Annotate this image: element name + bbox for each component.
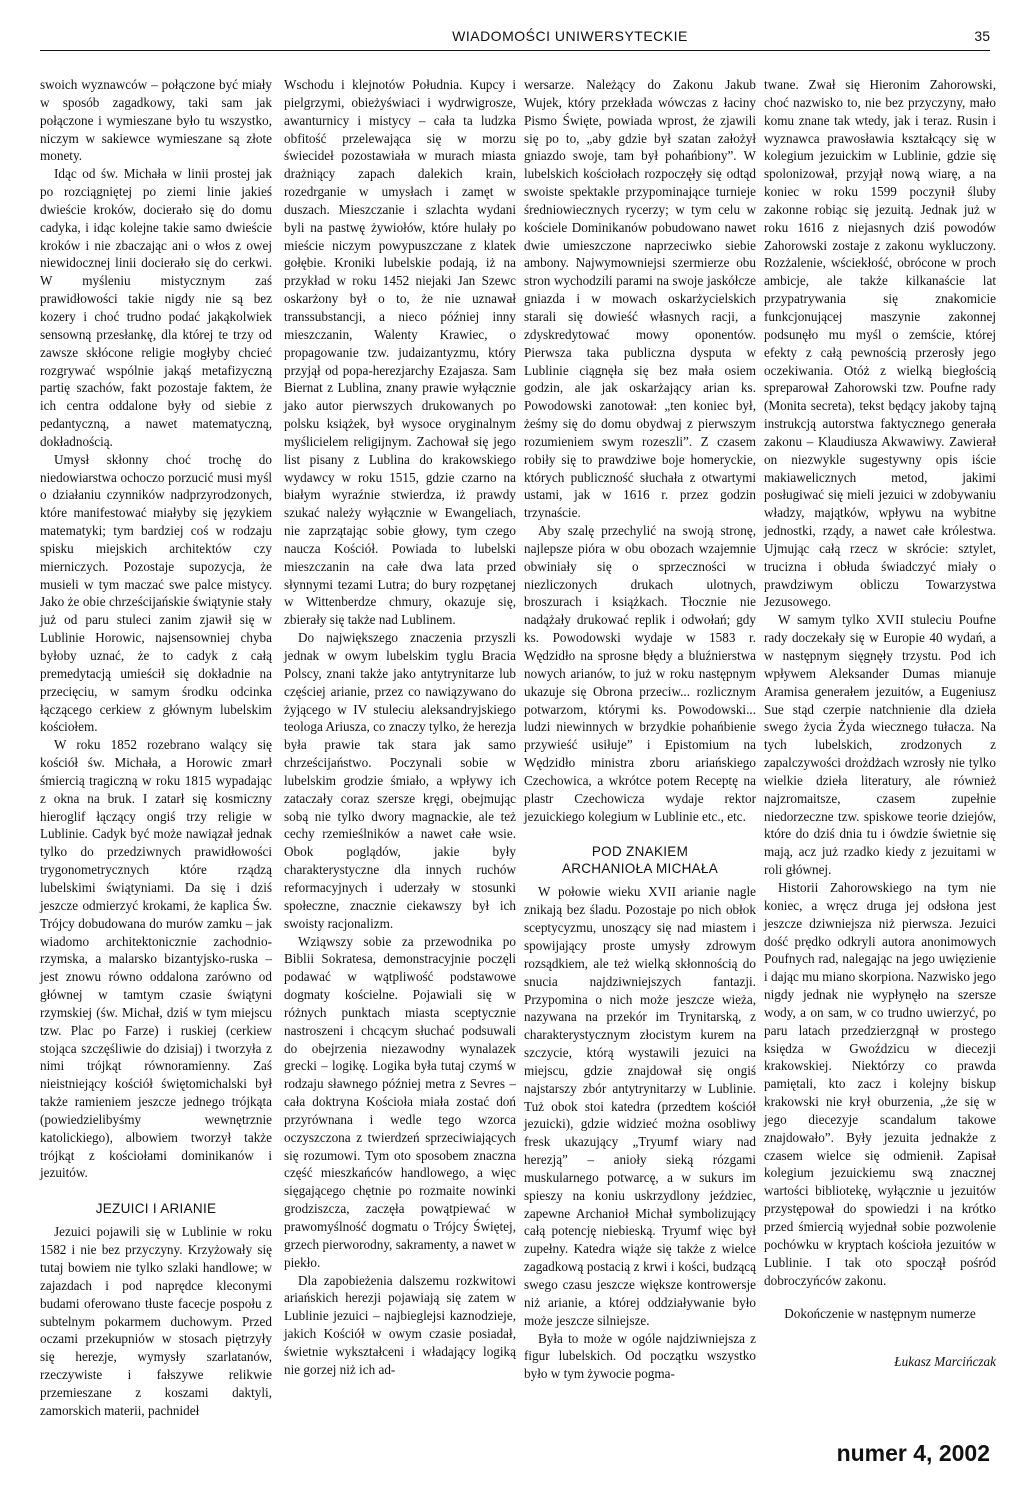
paragraph: Wziąwszy sobie za przewodnika po Biblii Sokratesa, demonstracyjnie poczęli podawać w wątpliwość podstawowe dogmaty kościelne. Pojawiali się w różnych punktach miasta sceptycznie nastroszeni i chcącym słuchać podsuwali do obejrzenia niezawodny wynalazek grecki – logikę. Logika była tutaj czymś w rodzaju sławnego później metra z Sevres – cała doktryna Kościoła miała zostać doń przyrównana i wedle tego wzorca oczyszczona z twierdzeń sprzeciwiających się rozumowi. Tym oto sposobem znaczna część mieszkańców handlowego, a więc sięgającego chętnie po rozmaite nowinki grodziszcza, zaczęła powątpiewać w prawomyślność dogmatu o Trójcy Świętej, grzech pierworodny, sakramenty, a nawet w piekło. (284, 933, 516, 1270)
paragraph: Dla zapobieżenia dalszemu rozkwitowi ariańskich herezji pojawiają się zatem w Lublinie jezuici – najbieglejsi kaznodzieje, jakich Kościół w owym czasie posiadał, świetnie wykształceni i władający logiką nie gorzej niż ich ad- (284, 1272, 516, 1377)
column-4 (764, 76, 996, 1406)
section-heading-line-1: POD ZNAKIEM (591, 844, 689, 860)
paragraph: swoich wyznawców – połączone być miały w sposób zagadkowy, taki sam jak połączone i wymieszane było tu wszystko, niczym w sakiewce wymieszane są złote monety. (40, 77, 272, 164)
paragraph: wersarze. Należący do Zakonu Jakub Wujek, który przekłada wówczas z łaciny Pismo Święte, powiada wprost, że zjawili się po to, „aby gdzie był szatan założył gniazdo swoje, tam był pohańbiony”. W lubelskich kościołach rozpoczęły się odtąd swoiste spektakle przypominające turnieje średniowiecznych rycerzy; w tym celu w kościele Dominikanów pobudowano nawet dwie umieszczone naprzeciwko siebie ambony. Najwymowniejsi szermierze obu stron wychodzili parami na swoje jaskółcze gniazda i w mowach oskarżycielskich starali się dowieść własnych racji, a zdyskredytować mowy oponentów. Pierwsza taka publiczna dysputa w Lublinie ciągnęła się bez mała osiem godzin, ale jak oskarżający arian ks. Powodowski zanotował: „ten koniec był, żeśmy się do domu obydwaj z pierwszym rozumieniem swym rozeszli”. Z czasem robiły się to prawdziwe boje homeryckie, których publiczność słuchała z otwartymi ustami, jak w 1616 r. przez godzin trzynaście. (524, 77, 756, 521)
paragraph: twane. Zwał się Hieronim Zahorowski, choć nazwisko to, nie bez przyczyny, mało komu znane tak wtedy, jak i teraz. Rusin i wyznawca prawosławia kształcący się w kolegium jezuickim w Lublinie, gdzie się spolonizował, przyjął nową wiarę, a na koniec w roku 1599 poczynił śluby zakonne robiąc się jezuitą. Jednak już w roku 1616 z niejasnych dziś powodów Zahorowski zostaje z zakonu wykluczony. Rozżalenie, wściekłość, obrócone w proch ambicje, ale także kilkanaście lat przypatrywania się znakomicie funkcjonującej maszynie zakonnej podsunęło mu myśl o zemście, której efekty z całą pewnością przerosły jego oczekiwania. Otóż z wielką biegłością spreparował Zahorowski tzw. Poufne rady (Monita secreta), tekst będący jakoby tajną instrukcją autorstwa faktycznego generała zakonu – Klaudiusza Akwawiwy. Zawierał on niezwykle sugestywny opis iście makiawelicznych metod, jakimi posługiwać się mieli jezuici w zdobywaniu władzy, majątków, wpływu na wybitne jednostki, rządy, a nawet całe królestwa. Ujmując całą rzecz w skrócie: sztylet, trucizna i obłuda świadczyć miały o prawdziwym obliczu Towarzystwa Jezusowego. (764, 77, 996, 610)
page-number: 35 (974, 28, 990, 44)
section-heading (524, 843, 756, 877)
issue-number: numer 4, 2002 (836, 1440, 990, 1466)
continuation-note: Dokończenie w następnym numerze (784, 1306, 976, 1322)
paragraph: Wschodu i klejnotów Południa. Kupcy i pielgrzymi, obieżyświaci i wydrwigrosze, awanturnicy i mistycy – cała ta ludzka obfitość przelewająca się w morzu świecideł pozostawiała w murach miasta drażniący zapach dalekich krain, rozedrganie w umysłach i zamęt w duszach. Mieszczanie i szlachta wydani byli na pastwę żywiołów, które hulały po mieście niczym powypuszczane z klatek gołębie. Kroniki lubelskie podają, iż na przykład w roku 1452 niejaki Jan Szewc oskarżony był o to, że nie uznawał transsubstancji, a nieco później inny mieszczanin, Walenty Krawiec, o propagowanie tzw. judaizantyzmu, który przyjął od popa-herezjarchy Ezajasza. Sam Biernat z Lublina, znany prawie wyłącznie jako autor pierwszych drukowanych po polsku książek, był wysoce oryginalnym myślicielem religijnym. Zachował się jego list pisany z Lublina do krakowskiego wydawcy w roku 1515, gdzie czarno na białym wyraźnie stwierdza, iż prawdy szukać należy wyłącznie w Ewangeliach, nie zaprzątając sobie głowy, tym czego naucza Kościół. Powiada to lubelski mieszczanin na całe dwa lata przed słynnymi tezami Lutra; do bury rozpętanej w Wittenberdze chmury, okazuje się, zbierały się także nad Lublinem. (284, 77, 516, 628)
paragraph: Idąc od św. Michała w linii prostej jak po rozciągniętej po ziemi linie jakieś dwieście kroków, docierało się do domu cadyka, i idąc kolejne takie samo dwieście kroków i nie zbaczając ani o włos z owej niewidocznej linii docierało się do cerkwi. W myśleniu mistycznym zaś prawidłowości takie nigdy nie są bez kozery i choć trudno podać jakąkolwiek sensowną przesłankę, dla której te trzy od zawsze skłócone religie mogłyby chcieć rozgrywać wspólnie jakąś metafizyczną partię szachów, fakt pozostaje faktem, że ich centra oddalone były od siebie z pedantyczną, a nawet matematyczną, dokładnością. (40, 166, 272, 449)
paragraph: Była to może w ogóle najdziwniejsza z figur lubelskich. Od początku wszystko było w tym żywocie pogma- (524, 1330, 756, 1382)
paragraph: W roku 1852 rozebrano walący się kościół św. Michała, a Horowic zmarł śmiercią tragiczną w roku 1815 wypadając z okna na bruk. I zatarł się kosmiczny hieroglif łączący ongiś trzy religie w Lublinie. Cadyk być może nawiązał jednak tylko do przedziwnych prawidłowości trygonometrycznych które rządzą lubelskimi świątyniami. Da się i dziś jeszcze odmierzyć krokami, że kaplica Św. Trójcy dobudowana do murów zamku – jak wiadomo architektonicznie zachodnio-rzymska, a malarsko bizantyjsko-ruska – jest znowu równo oddalona zarówno od głównej w tamtym czasie świątyni rzymskiej (św. Michał, dziś w tym miejscu tzw. Plac po Farze) i ruskiej (cerkiew stojąca szczęśliwie do dzisiaj) i tworzyła z nimi trójkąt równoramienny. Zaś nieistniejący kościół świętomichalski był także ramieniem jeszcze jednego trójkąta (powiedzielibyśmy wewnętrznie katolickiego), albowiem tworzył także trójkąt z kościołami dominikanów i jezuitów. (40, 737, 272, 1181)
paragraph: Jezuici pojawili się w Lublinie w roku 1582 i nie bez przyczyny. Krzyżowały się tutaj bowiem nie tylko szlaki handlowe; w zajazdach i pod naprędce kleconymi budami oferowano tłuste facecje pospołu z subtelnym pokarmem duchowym. Przed oczami przekupniów w stosach piętrzyły się herezje, wymysły szarlatanów, rzeczywiste i fałszywe relikwie przemieszane z koszami daktyli, zamorskich materii, pachnideł (40, 1224, 272, 1418)
paragraph: Historii Zahorowskiego na tym nie koniec, a wręcz druga jej odsłona jest jeszcze dziwniejsza niż pierwsza. Jezuici dość prędko odkryli autora anonimowych Poufnych rad, nalegając na jego uwięzienie i dając mu miano skorpiona. Nazwisko jego nigdy jednak nie wypłynęło na szersze wody, a on sam, w co trudno uwierzyć, po paru latach przedzierzgnął w prostego księdza w Gwoździcu w diecezji krakowskiej. Niektórzy co prawda pamiętali, kto zacz i kolejny biskup krakowski nie krył oburzenia, „że się w jego diecezyje scandalum takowe znajdowało”. Były jezuita jednakże z czasem wielce się odmienił. Zapisał kolegium jezuickiemu swą znacznej wartości bibliotekę, wyłącznie u jezuitów przystępował do spowiedzi i na krótko przed śmiercią wyjednał sobie pozwolenie pochówku w kryptach kościoła jezuitów w Lublinie. I tak oto spoczął pośród dobroczyńców zakonu. (764, 879, 996, 1288)
header-rule (40, 50, 990, 51)
paragraph: Do największego znaczenia przyszli jednak w owym lubelskim tyglu Bracia Polscy, znani także jako antytrynitarze lub częściej arianie, przez co nawiązywano do żyjącego w IV stuleciu aleksandryjskiego teologa Ariusza, co znaczy tylko, że herezja była prawie tak stara jak samo chrześcijaństwo. Poczynali sobie w lubelskim grodzie śmiało, a wpływy ich zataczały coraz szersze kręgi, obejmując sobą nie tylko dwory magnackie, ale też cechy rzemieślników a nawet całe wsie. Obok poglądów, jakie były charakterystyczne dla innych ruchów reformacyjnych i uderzały w stosunki społeczne, znacznie ciekawszy był ich swoisty racjonalizm. (284, 630, 516, 931)
author-signature: Łukasz Marcińczak (894, 1354, 996, 1370)
column-1 (40, 76, 272, 1418)
column-3 (524, 76, 756, 1406)
paragraph: W połowie wieku XVII arianie nagle znikają bez śladu. Pozostaje po nich obłok sceptycyzmu, unoszący się nad miastem i spowijający proste umysły zdrowym rozsądkiem, ale też wielką skłonnością do snucia najdziwniejszych fantazji. Przypomina o nich może jeszcze wieża, nazywana na przekór im Trynitarską, z charakterystycznym złocistym kurem na szczycie, którą wystawili jezuici na miejscu, gdzie znajdował się ongiś najstarszy zbór antytrynitarzy w Lublinie. Tuż obok stoi katedra (przedtem kościół jezuicki), gdzie widzieć można osobliwy fresk ukazujący „Tryumf wiary nad herezją” – anioły sieką rózgami muskularnego potwarcę, a w sukurs im spieszy na koniu uskrzydlony jeździec, zapewne Archanioł Michał symbolizujący całą potencję niebieską. Tryumf więc był zupełny. Katedra wiąże się także z wielce zagadkową postacią z krwi i kości, budzącą swego czasu jeszcze większe kontrowersje niż arianie, a której oddziaływanie było może jeszcze silniejsze. (524, 884, 756, 1328)
section-heading-text: JEZUICI I ARIANIE (95, 1201, 217, 1217)
section-heading-line-2: ARCHANIOŁA MICHAŁA (561, 861, 719, 877)
section-heading (40, 1200, 272, 1217)
running-header (40, 22, 990, 48)
paragraph: W samym tylko XVII stuleciu Poufne rady doczekały się w Europie 40 wydań, a w następnym sięgnęły trzystu. Pod ich wpływem Aleksander Dumas mianuje Aramisa generałem jezuitów, a Eugeniusz Sue stąd czerpie natchnienie dla dzieła swego życia Żyda wiecznego tułacza. Na tych lubelskich, zrodzonych z zapalczywości drożdżach wzrosły nie tylko wielkie dzieła literatury, ale również najzromaitsze, czasem zupełnie niedorzeczne tzw. spiskowe teorie dziejów, które do dziś dnia tu i ówdzie świetnie się mają, acz już rzadko kiedy z jezuitami w roli głównej. (764, 612, 996, 878)
column-2 (284, 76, 516, 1406)
paragraph: Aby szalę przechylić na swoją stronę, najlepsze pióra w obu obozach wzajemnie obwiniały się o sprzeczności w niezliczonych drukach ulotnych, broszurach i książkach. Tłocznie nie nadążały drukować replik i odwołań; gdy ks. Powodowski wydaje w 1583 r. Wędzidło na sprosne błędy a bluźnierstwa nowych arianów, to już w roku następnym ukazuje się Obrona przeciw... rozlicznym potwarzom, którymi ks. Powodowski... ludzi niewinnych w brzydkie pohańbienie przywieść usiłuje” i Epistomium na Wędzidło ministra zboru ariańskiego Czechowica, a wkrótce potem Receptę na plastr Czechowicza wydaje rektor jezuickiego kolegium w Lublinie etc., etc. (524, 523, 756, 824)
paragraph: Umysł skłonny choć trochę do niedowiarstwa ochoczo porzucić musi myśl o działaniu czynników nadprzyrodzonych, które manifestować miałyby się językiem matematyki; tym bardziej coś w rodzaju spisku miejskich architektów czy mierniczych. Pozostaje supozycja, że musieli w tym maczać swe palce mistycy. Jako że obie chrześcijańskie świątynie stały już od paru stuleci zanim zjawił się w Lublinie Horowic, najsensowniej chyba byłoby uznać, że to cadyk z całą premedytacją umieścił się dokładnie na przecięciu, w samym środku odcinka łączącego cerkiew z głównym lubelskim kościołem. (40, 451, 272, 735)
journal-title: WIADOMOŚCI UNIWERSYTECKIE (452, 28, 688, 44)
